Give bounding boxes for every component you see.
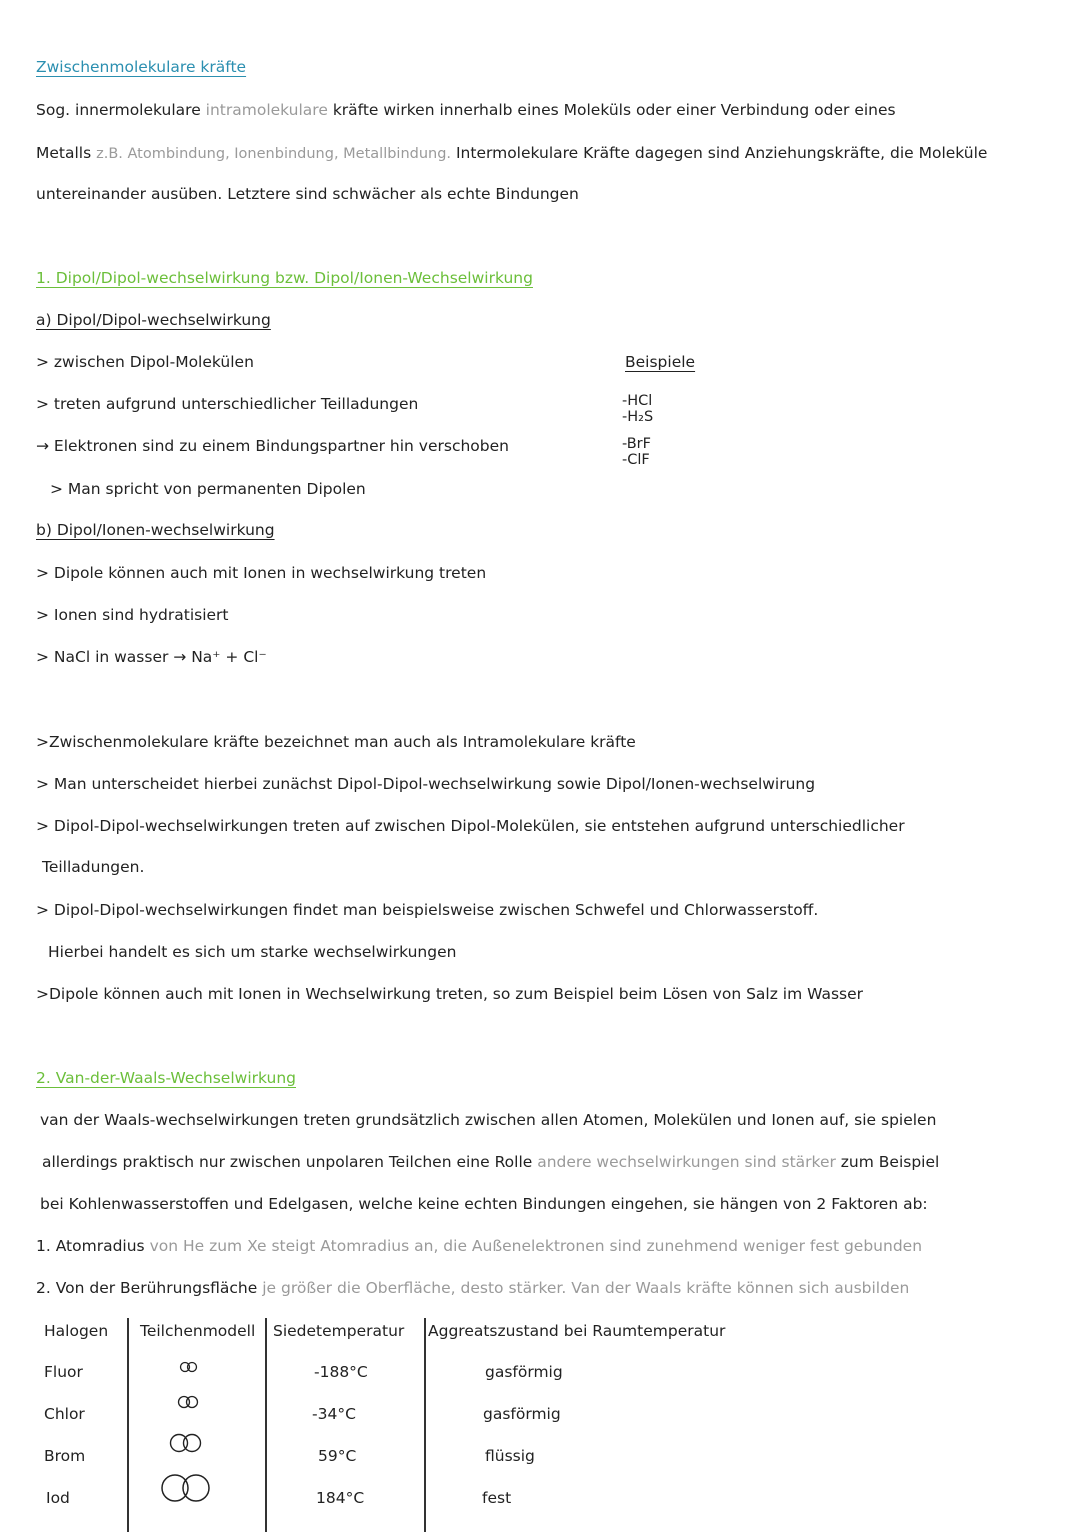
aggregate-state: gasförmig [485,1363,563,1381]
intro-examples: z.B. Atombindung, Ionenbindung, Metallbindung. [96,146,452,162]
summary-line: Hierbei handelt es sich um starke wechselwirkungen [48,943,457,961]
factor-1 [36,1236,922,1256]
section1a-heading: a) Dipol/Dipol-wechselwirkung [36,311,271,329]
molecule-model-icon [151,1472,221,1504]
section1a-item: > treten aufgrund unterschiedlicher Teilladungen [36,395,419,413]
summary-line: >Zwischenmolekulare kräfte bezeichnet man auch als Intramolekulare kräfte [36,733,636,751]
molecule-model-icon [163,1432,209,1454]
table-divider [127,1318,129,1532]
factor-label: 2. Von der Berührungsfläche [36,1279,258,1297]
section1b-item: > Ionen sind hydratisiert [36,606,229,624]
factor-note: von He zum Xe steigt Atomradius an, die Außenelektronen sind zunehmend weniger fest gebunden [149,1237,923,1255]
factor-note: je größer die Oberfläche, desto stärker. Van der Waals kräfte können sich ausbilden [262,1279,910,1297]
table-header: Halogen [44,1322,109,1340]
halogen-name: Chlor [44,1405,85,1423]
boiling-temp: -188°C [314,1363,368,1381]
halogen-name: Fluor [44,1363,83,1381]
section2-paragraph-line [42,1152,939,1172]
aggregate-state: gasförmig [483,1405,561,1423]
halogen-name: Iod [46,1489,70,1507]
intro-text: kräfte wirken innerhalb eines Moleküls oder einer Verbindung oder eines [332,101,896,119]
example-item: -HCl [622,393,653,409]
intro-correction: intramolekulare [205,101,328,119]
molecule-model-icon [177,1360,201,1374]
section1a-item: → Elektronen sind zu einem Bindungspartner hin verschoben [36,437,509,455]
section2-text: allerdings praktisch nur zwischen unpolaren Teilchen eine Rolle [42,1153,533,1171]
intro-text: Metalls [36,144,92,162]
intro-line-3: untereinander ausüben. Letztere sind schwächer als echte Bindungen [36,185,579,203]
section1b-item: > Dipole können auch mit Ionen in wechselwirkung treten [36,564,487,582]
page-title: Zwischenmolekulare kräfte [36,58,247,76]
section1-heading: 1. Dipol/Dipol-wechselwirkung bzw. Dipol/Ionen-Wechselwirkung [36,269,533,287]
example-item: -ClF [622,452,650,468]
aggregate-state: fest [482,1489,512,1507]
section2-paragraph-line: bei Kohlenwasserstoffen und Edelgasen, welche keine echten Bindungen eingehen, sie hängen von 2 Faktoren ab: [40,1195,928,1213]
intro-line-1 [36,100,896,120]
intro-text: Sog. innermolekulare [36,101,201,119]
table-divider [424,1318,426,1532]
example-item: -H₂S [622,409,654,425]
section2-paragraph-line: van der Waals-wechselwirkungen treten grundsätzlich zwischen allen Atomen, Molekülen und Ionen auf, sie spielen [40,1111,937,1129]
section1a-item: > Man spricht von permanenten Dipolen [50,480,366,498]
summary-line: >Dipole können auch mit Ionen in Wechselwirkung treten, so zum Beispiel beim Lösen von Salz im Wasser [36,985,864,1003]
factor-label: 1. Atomradius [36,1237,145,1255]
halogen-name: Brom [44,1447,86,1465]
summary-line: > Man unterscheidet hierbei zunächst Dipol-Dipol-wechselwirkung sowie Dipol/Ionen-wechselwirung [36,775,816,793]
section1b-item: > NaCl in wasser → Na⁺ + Cl⁻ [36,648,267,666]
aggregate-state: flüssig [485,1447,535,1465]
summary-line: > Dipol-Dipol-wechselwirkungen treten auf zwischen Dipol-Molekülen, sie entstehen aufgrund unterschiedlicher [36,817,905,835]
table-divider [265,1318,267,1532]
boiling-temp: 184°C [316,1489,365,1507]
table-header: Aggreatszustand bei Raumtemperatur [428,1322,726,1340]
examples-heading: Beispiele [625,353,696,371]
boiling-temp: -34°C [312,1405,356,1423]
table-header: Siedetemperatur [273,1322,405,1340]
factor-2 [36,1278,909,1298]
boiling-temp: 59°C [318,1447,357,1465]
table-header: Teilchenmodell [140,1322,256,1340]
summary-line: > Dipol-Dipol-wechselwirkungen findet man beispielsweise zwischen Schwefel und Chlorwasserstoff. [36,901,819,919]
molecule-model-icon [174,1394,202,1410]
section2-note: andere wechselwirkungen sind stärker [537,1153,836,1171]
section2-text: zum Beispiel [840,1153,940,1171]
intro-text: Intermolekulare Kräfte dagegen sind Anziehungskräfte, die Moleküle [455,144,988,162]
section1b-heading: b) Dipol/Ionen-wechselwirkung [36,521,275,539]
section2-heading: 2. Van-der-Waals-Wechselwirkung [36,1069,296,1087]
example-item: -BrF [622,436,651,452]
summary-line: Teilladungen. [42,858,145,876]
section1a-item: > zwischen Dipol-Molekülen [36,353,254,371]
intro-line-2 [36,143,987,164]
